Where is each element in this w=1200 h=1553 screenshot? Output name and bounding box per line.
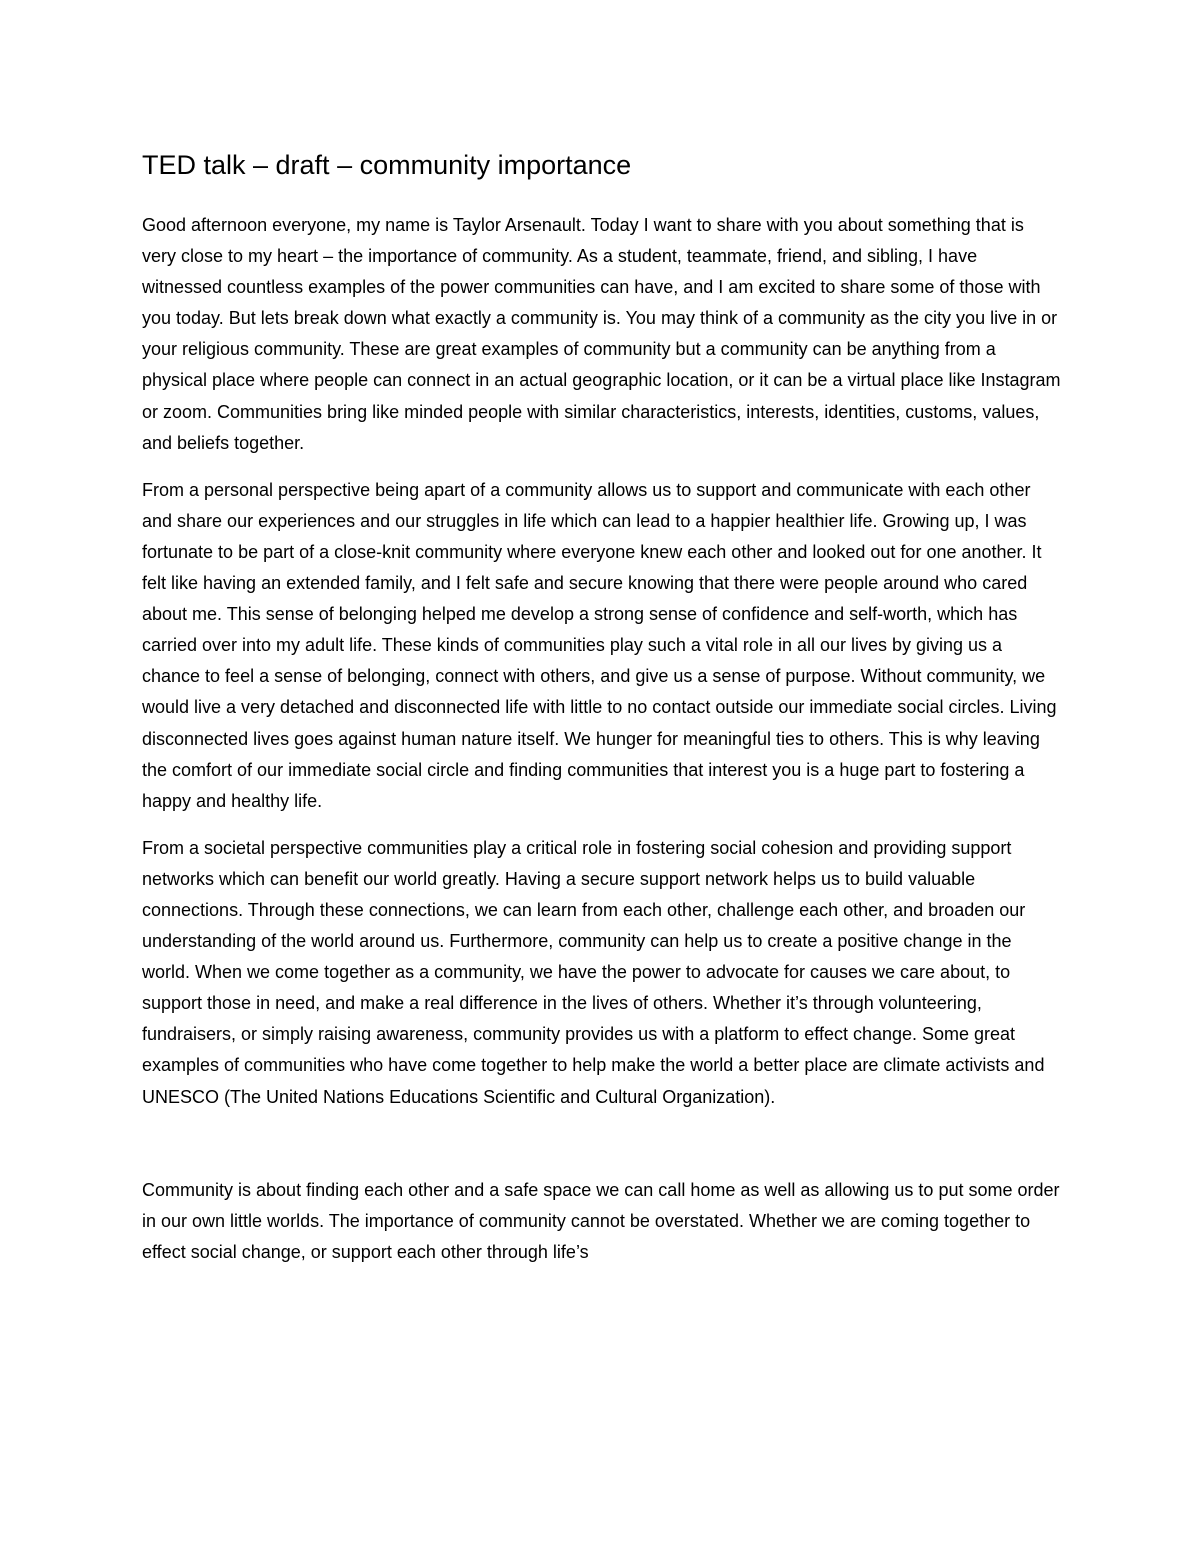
paragraph-conclusion: Community is about finding each other and a safe space we can call home as well as allowing us to put some order in our own little worlds. The importance of community cannot be overstated. Whether we are coming together to effect social change, or support each other through life’s xyxy=(142,1179,1060,1262)
document-body xyxy=(142,140,1062,1284)
paragraph-societal-perspective: From a societal perspective communities play a critical role in fostering social cohesion and providing support networks which can benefit our world greatly. Having a secure support network helps us to build valuable connections. Through these connections, we can learn from each other, challenge each other, and broaden our understanding of the world around us. Furthermore, community can help us to create a positive change in the world. When we come together as a community, we have the power to advocate for causes we care about, to support those in need, and make a real difference in the lives of others. Whether it’s through volunteering, fundraisers, or simply raising awareness, community provides us with a platform to effect change. Some great examples of communities who have come together to help make the world a better place are climate activists and UNESCO (The United Nations Educations Scientific and Cultural Organization). xyxy=(142,837,1045,1107)
paragraph-introduction: Good afternoon everyone, my name is Taylor Arsenault. Today I want to share with you about something that is very close to my heart – the importance of community. As a student, teammate, friend, and sibling, I have witnessed countless examples of the power communities can have, and I am excited to share some of those with you today. But lets break down what exactly a community is. You may think of a community as the city you live in or your religious community. These are great examples of community but a community can be anything from a physical place where people can connect in an actual geographic location, or it can be a virtual place like Instagram or zoom. Communities bring like minded people with similar characteristics, interests, identities, customs, values, and beliefs together. xyxy=(142,215,1061,453)
paragraph-personal-perspective: From a personal perspective being apart of a community allows us to support and communicate with each other and share our experiences and our struggles in life which can lead to a happier healthier life. Growing up, I was fortunate to be part of a close-knit community where everyone knew each other and looked out for one another. It felt like having an extended family, and I felt safe and secure knowing that there were people around who cared about me. This sense of belonging helped me develop a strong sense of confidence and self-worth, which has carried over into my adult life. These kinds of communities play such a vital role in all our lives by giving us a chance to feel a sense of belonging, connect with others, and give us a sense of purpose. Without community, we would live a very detached and disconnected life with little to no contact outside our immediate social circles. Living disconnected lives goes against human nature itself. We hunger for meaningful ties to others. This is why leaving the comfort of our immediate social circle and finding communities that interest you is a huge part to fostering a happy and healthy life. xyxy=(142,479,1057,811)
document-title: TED talk – draft – community importance xyxy=(142,150,632,180)
